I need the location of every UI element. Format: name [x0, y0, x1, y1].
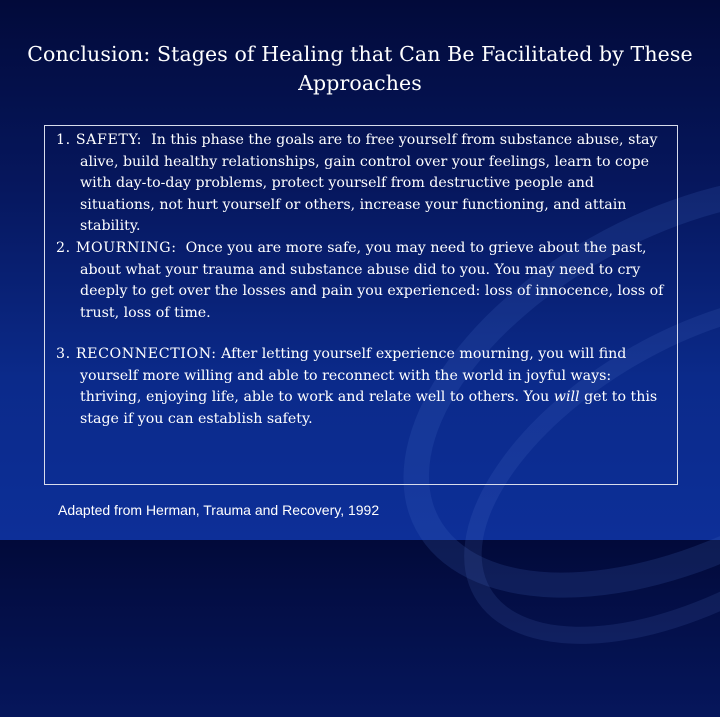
title-line-1: Conclusion: Stages of Healing that Can Be Facilitated by These — [27, 42, 693, 66]
stage-heading: 1. SAFETY: — [56, 132, 143, 148]
stage-emphasis: will — [553, 389, 580, 405]
stage-heading: 2. MOURNING: — [56, 240, 177, 256]
stage-text: Once you are more safe, you may need to grieve about the past, about what your trauma and substance abuse did to you. You may need to cry deeply to get over the losses and pain you experienced: loss of innocence, loss of trust, loss of time. — [80, 240, 664, 321]
stage-reconnection — [56, 344, 666, 430]
stage-safety — [56, 130, 666, 238]
slide-title — [20, 40, 700, 98]
stage-text-end: get to this stage if you can establish safety. — [80, 389, 658, 427]
stage-text: After letting yourself experience mourning, you will find yourself more willing and able to reconnect with the world in joyful ways: thriving, enjoying life, able to work and relate well to others. You — [80, 346, 627, 405]
stage-mourning — [56, 238, 666, 324]
title-line-2: Approaches — [298, 71, 422, 95]
stage-heading: 3. RECONNECTION: — [56, 346, 217, 362]
stage-text: In this phase the goals are to free yourself from substance abuse, stay alive, build healthy relationships, gain control over your feelings, learn to cope with day-to-day problems, protect yourself from destructive people and situations, not hurt yourself or others, increase your functioning, and attain stability. — [80, 132, 658, 234]
source-credit: Adapted from Herman, Trauma and Recovery, 1992 — [58, 502, 380, 518]
